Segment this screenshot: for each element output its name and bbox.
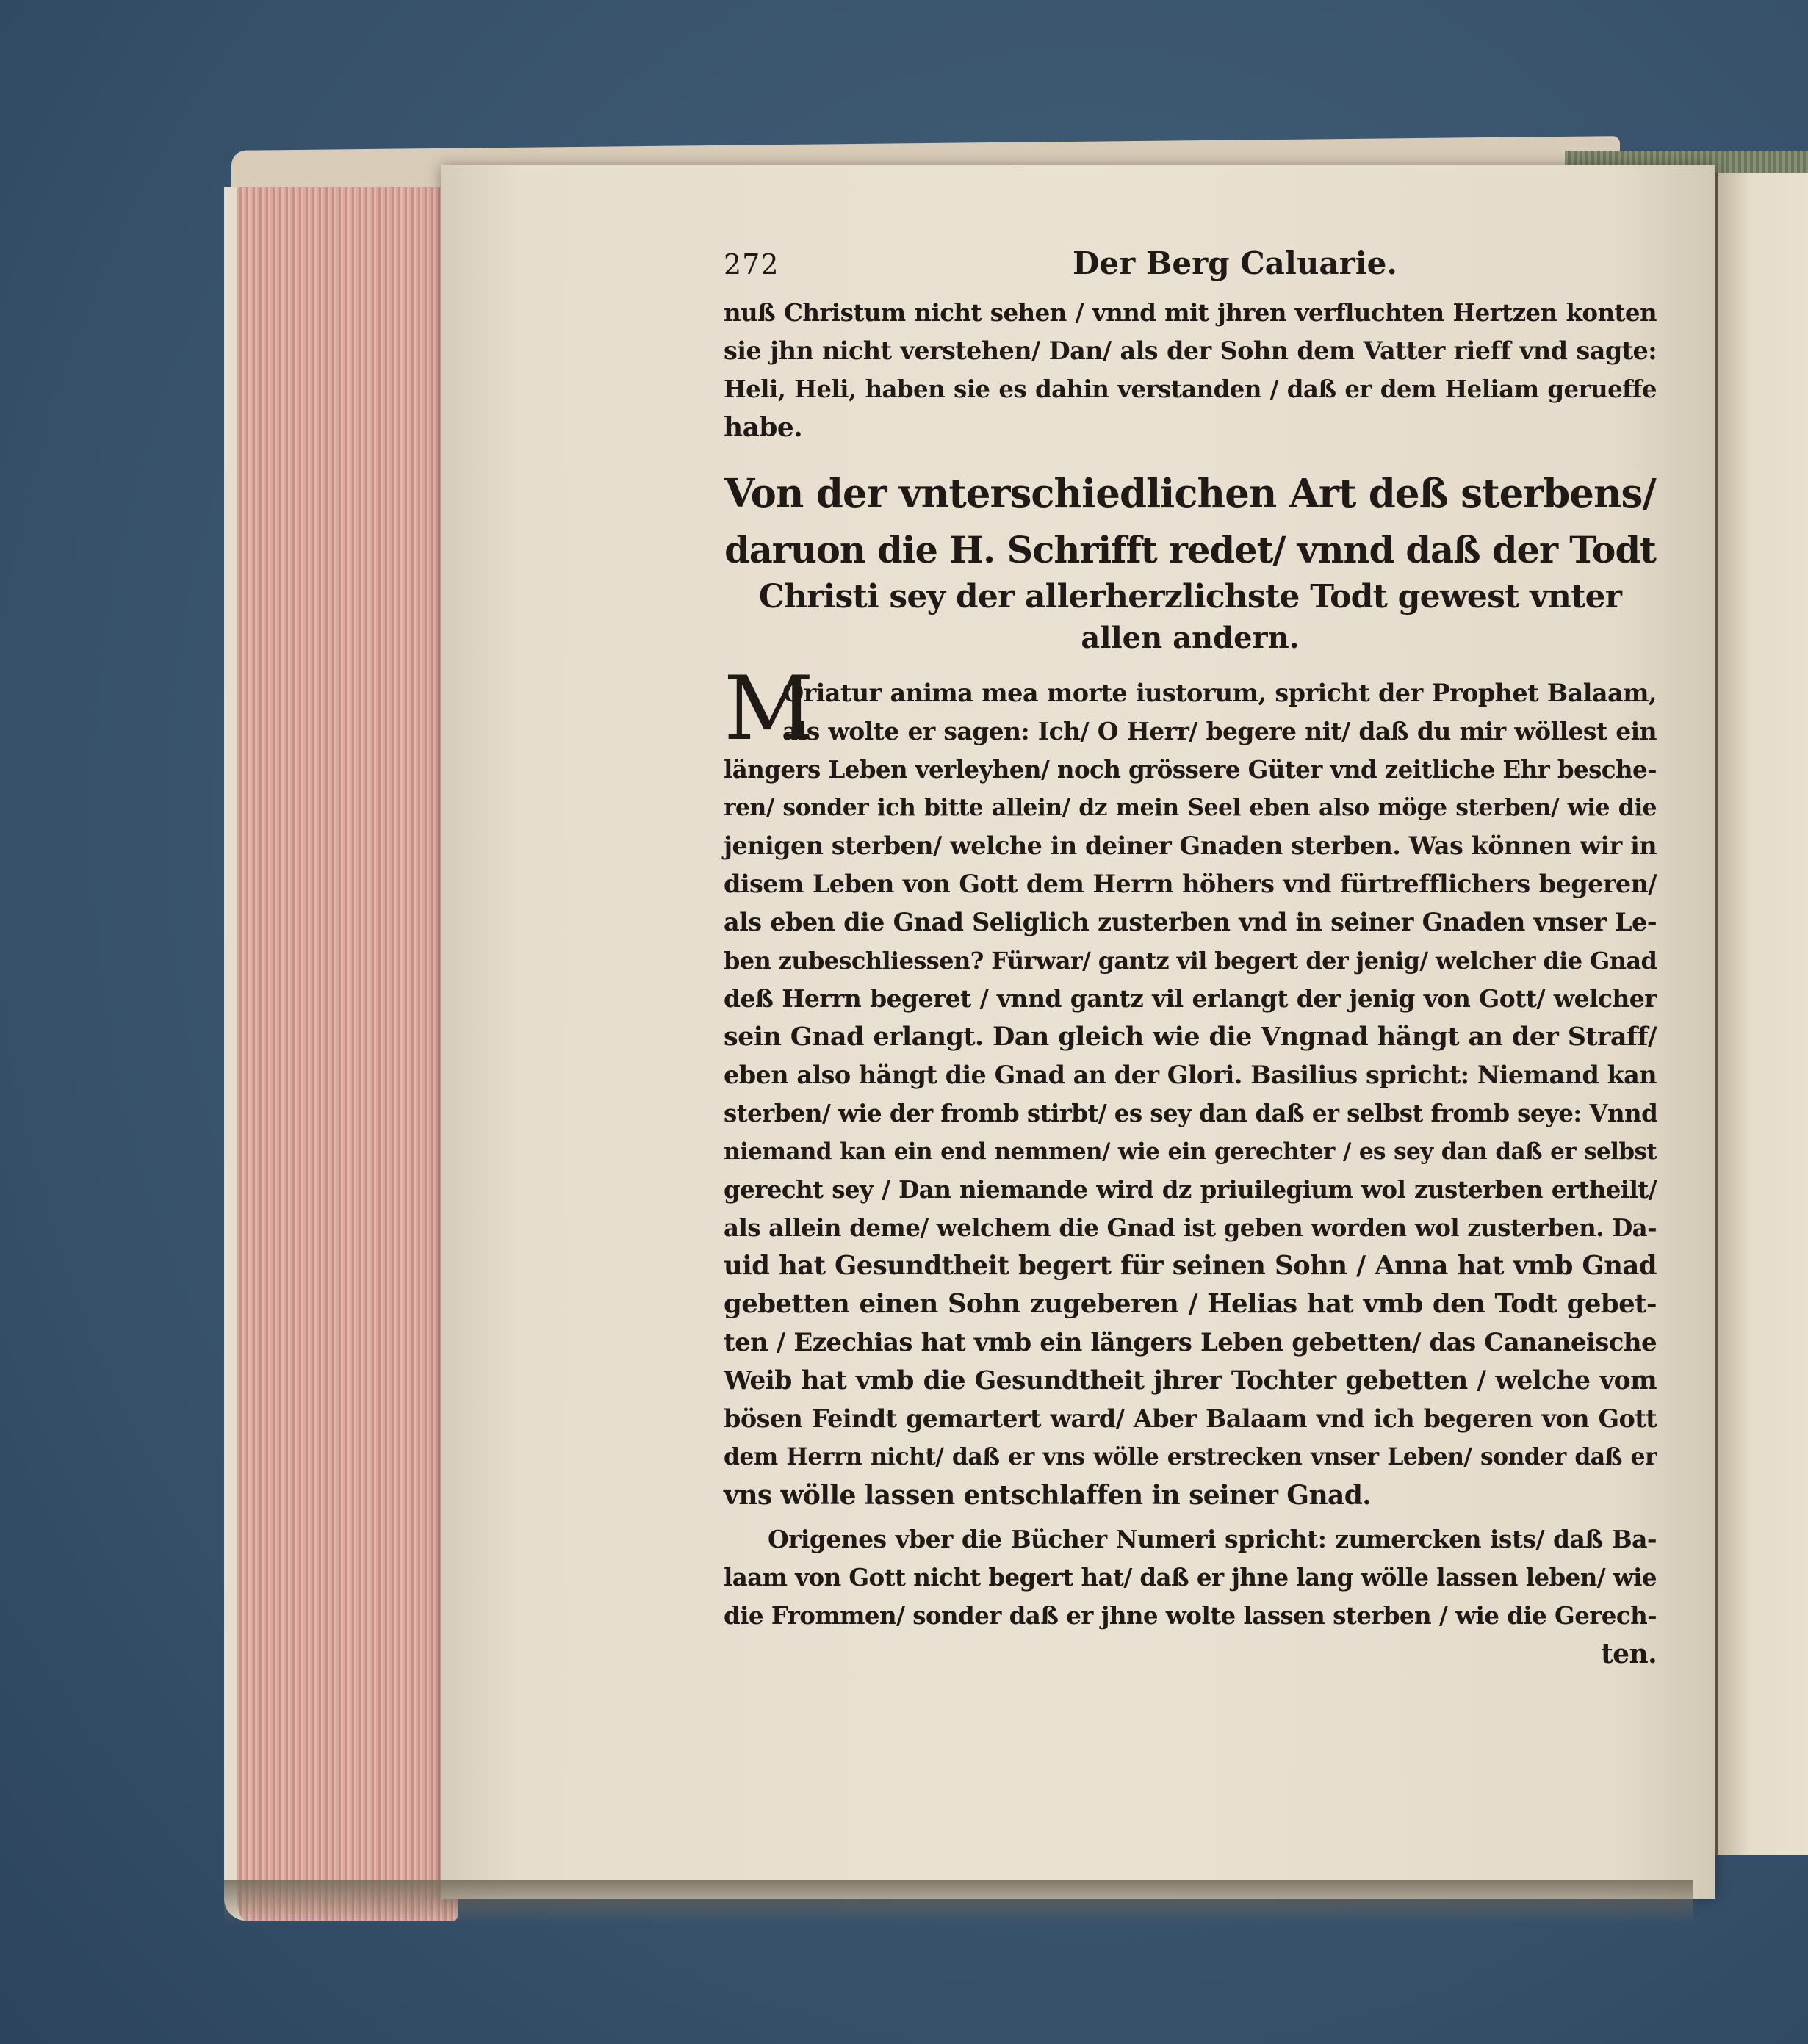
text-line: nuß Christum nicht sehen / vnnd mit jhren verfluchten Hertzen konten <box>724 298 1657 327</box>
chapter-heading <box>724 463 1657 658</box>
page-number: 272 <box>724 248 779 281</box>
heading-line: Von der vnterschiedlichen Art deß sterbens/ <box>724 471 1656 516</box>
text-line: uid hat Gesundtheit begert für seinen Sohn / Anna hat vmb Gnad <box>724 1251 1657 1281</box>
text-line: ren/ sonder ich bitte allein/ dz mein Seel eben also möge sterben/ wie die <box>724 794 1657 821</box>
book-bottom-shadow <box>224 1880 1693 1924</box>
heading-line: daruon die H. Schrifft redet/ vnnd daß der Todt <box>724 529 1656 571</box>
body-paragraph <box>724 658 1658 1514</box>
text-line: sie jhn nicht verstehen/ Dan/ als der Sohn dem Vatter rieff vnd sagte: <box>724 336 1657 365</box>
text-line: dem Herrn nicht/ daß er vns wölle erstrecken vnser Leben/ sonder daß er <box>724 1443 1657 1470</box>
text-line: Origenes vber die Bücher Numeri spricht: zumercken ists/ daß Ba- <box>768 1525 1657 1553</box>
page-text <box>724 242 1657 1673</box>
text-line: jenigen sterben/ welche in deiner Gnaden sterben. Was können wir in <box>724 831 1657 860</box>
text-line: als eben die Gnad Seliglich zusterben vnd in seiner Gnaden vnser Le- <box>724 908 1657 936</box>
text-line: sein Gnad erlangt. Dan gleich wie die Vngnad hängt an der Straff/ <box>724 1022 1657 1052</box>
text-line: bösen Feindt gemartert ward/ Aber Balaam vnd ich begeren von Gott <box>724 1404 1657 1433</box>
text-line: laam von Gott nicht begert hat/ daß er jhne lang wölle lassen leben/ wie <box>724 1563 1657 1592</box>
text-line: gerecht sey / Dan niemande wird dz priuilegium wol zusterben ertheilt/ <box>724 1175 1657 1204</box>
page-edges <box>224 187 458 1921</box>
text-line: die Frommen/ sonder daß er jhne wolte lassen sterben / wie die Gerech- <box>724 1601 1657 1630</box>
heading-line: Christi sey der allerherzlichste Todt gewest vnter <box>758 578 1622 615</box>
body-paragraph <box>724 1520 1657 1673</box>
text-line: längers Leben verleyhen/ noch grössere Güter vnd zeitliche Ehr besche- <box>724 755 1657 784</box>
intro-paragraph <box>724 294 1657 447</box>
text-line: deß Herrn begeret / vnnd gantz vil erlangt der jenig von Gott/ welcher <box>724 984 1657 1013</box>
text-line: Oriatur anima mea morte iustorum, spricht der Prophet Balaam, <box>782 679 1657 707</box>
text-line: vns wölle lassen entschlaffen in seiner Gnad. <box>724 1480 1372 1511</box>
running-head <box>724 242 1657 294</box>
text-line: als allein deme/ welchem die Gnad ist geben worden wol zusterben. Da- <box>724 1213 1657 1242</box>
text-line: disem Leben von Gott dem Herrn höhers vnd fürtrefflichers begeren/ <box>724 870 1657 898</box>
text-line: ben zubeschliessen? Fürwar/ gantz vil begert der jenig/ welcher die Gnad <box>724 947 1657 975</box>
drop-cap: M <box>724 658 814 760</box>
text-line: Weib hat vmb die Gesundtheit jhrer Tochter gebetten / welche vom <box>724 1366 1657 1395</box>
text-line: Heli, Heli, haben sie es dahin verstanden / daß er dem Heliam gerueffe <box>724 375 1657 403</box>
catchword: ten. <box>1601 1639 1657 1669</box>
text-line: als wolte er sagen: Ich/ O Herr/ begere nit/ daß du mir wöllest ein <box>782 717 1657 745</box>
text-line: sterben/ wie der fromb stirbt/ es sey dan daß er selbst fromb seye: Vnnd <box>724 1099 1658 1127</box>
text-line: ten / Ezechias hat vmb ein längers Leben gebetten/ das Cananeische <box>724 1328 1657 1357</box>
text-line: gebetten einen Sohn zugeberen / Helias hat vmb den Todt gebet- <box>724 1289 1657 1319</box>
text-line: habe. <box>724 412 803 443</box>
running-title: Der Berg Caluarie. <box>1073 245 1398 281</box>
facing-page-edge <box>1715 173 1808 1855</box>
text-line: niemand kan ein end nemmen/ wie ein gerechter / es sey dan daß er selbst <box>724 1138 1657 1165</box>
heading-line: allen andern. <box>1081 621 1300 655</box>
text-line: eben also hängt die Gnad an der Glori. Basilius spricht: Niemand kan <box>724 1061 1657 1089</box>
